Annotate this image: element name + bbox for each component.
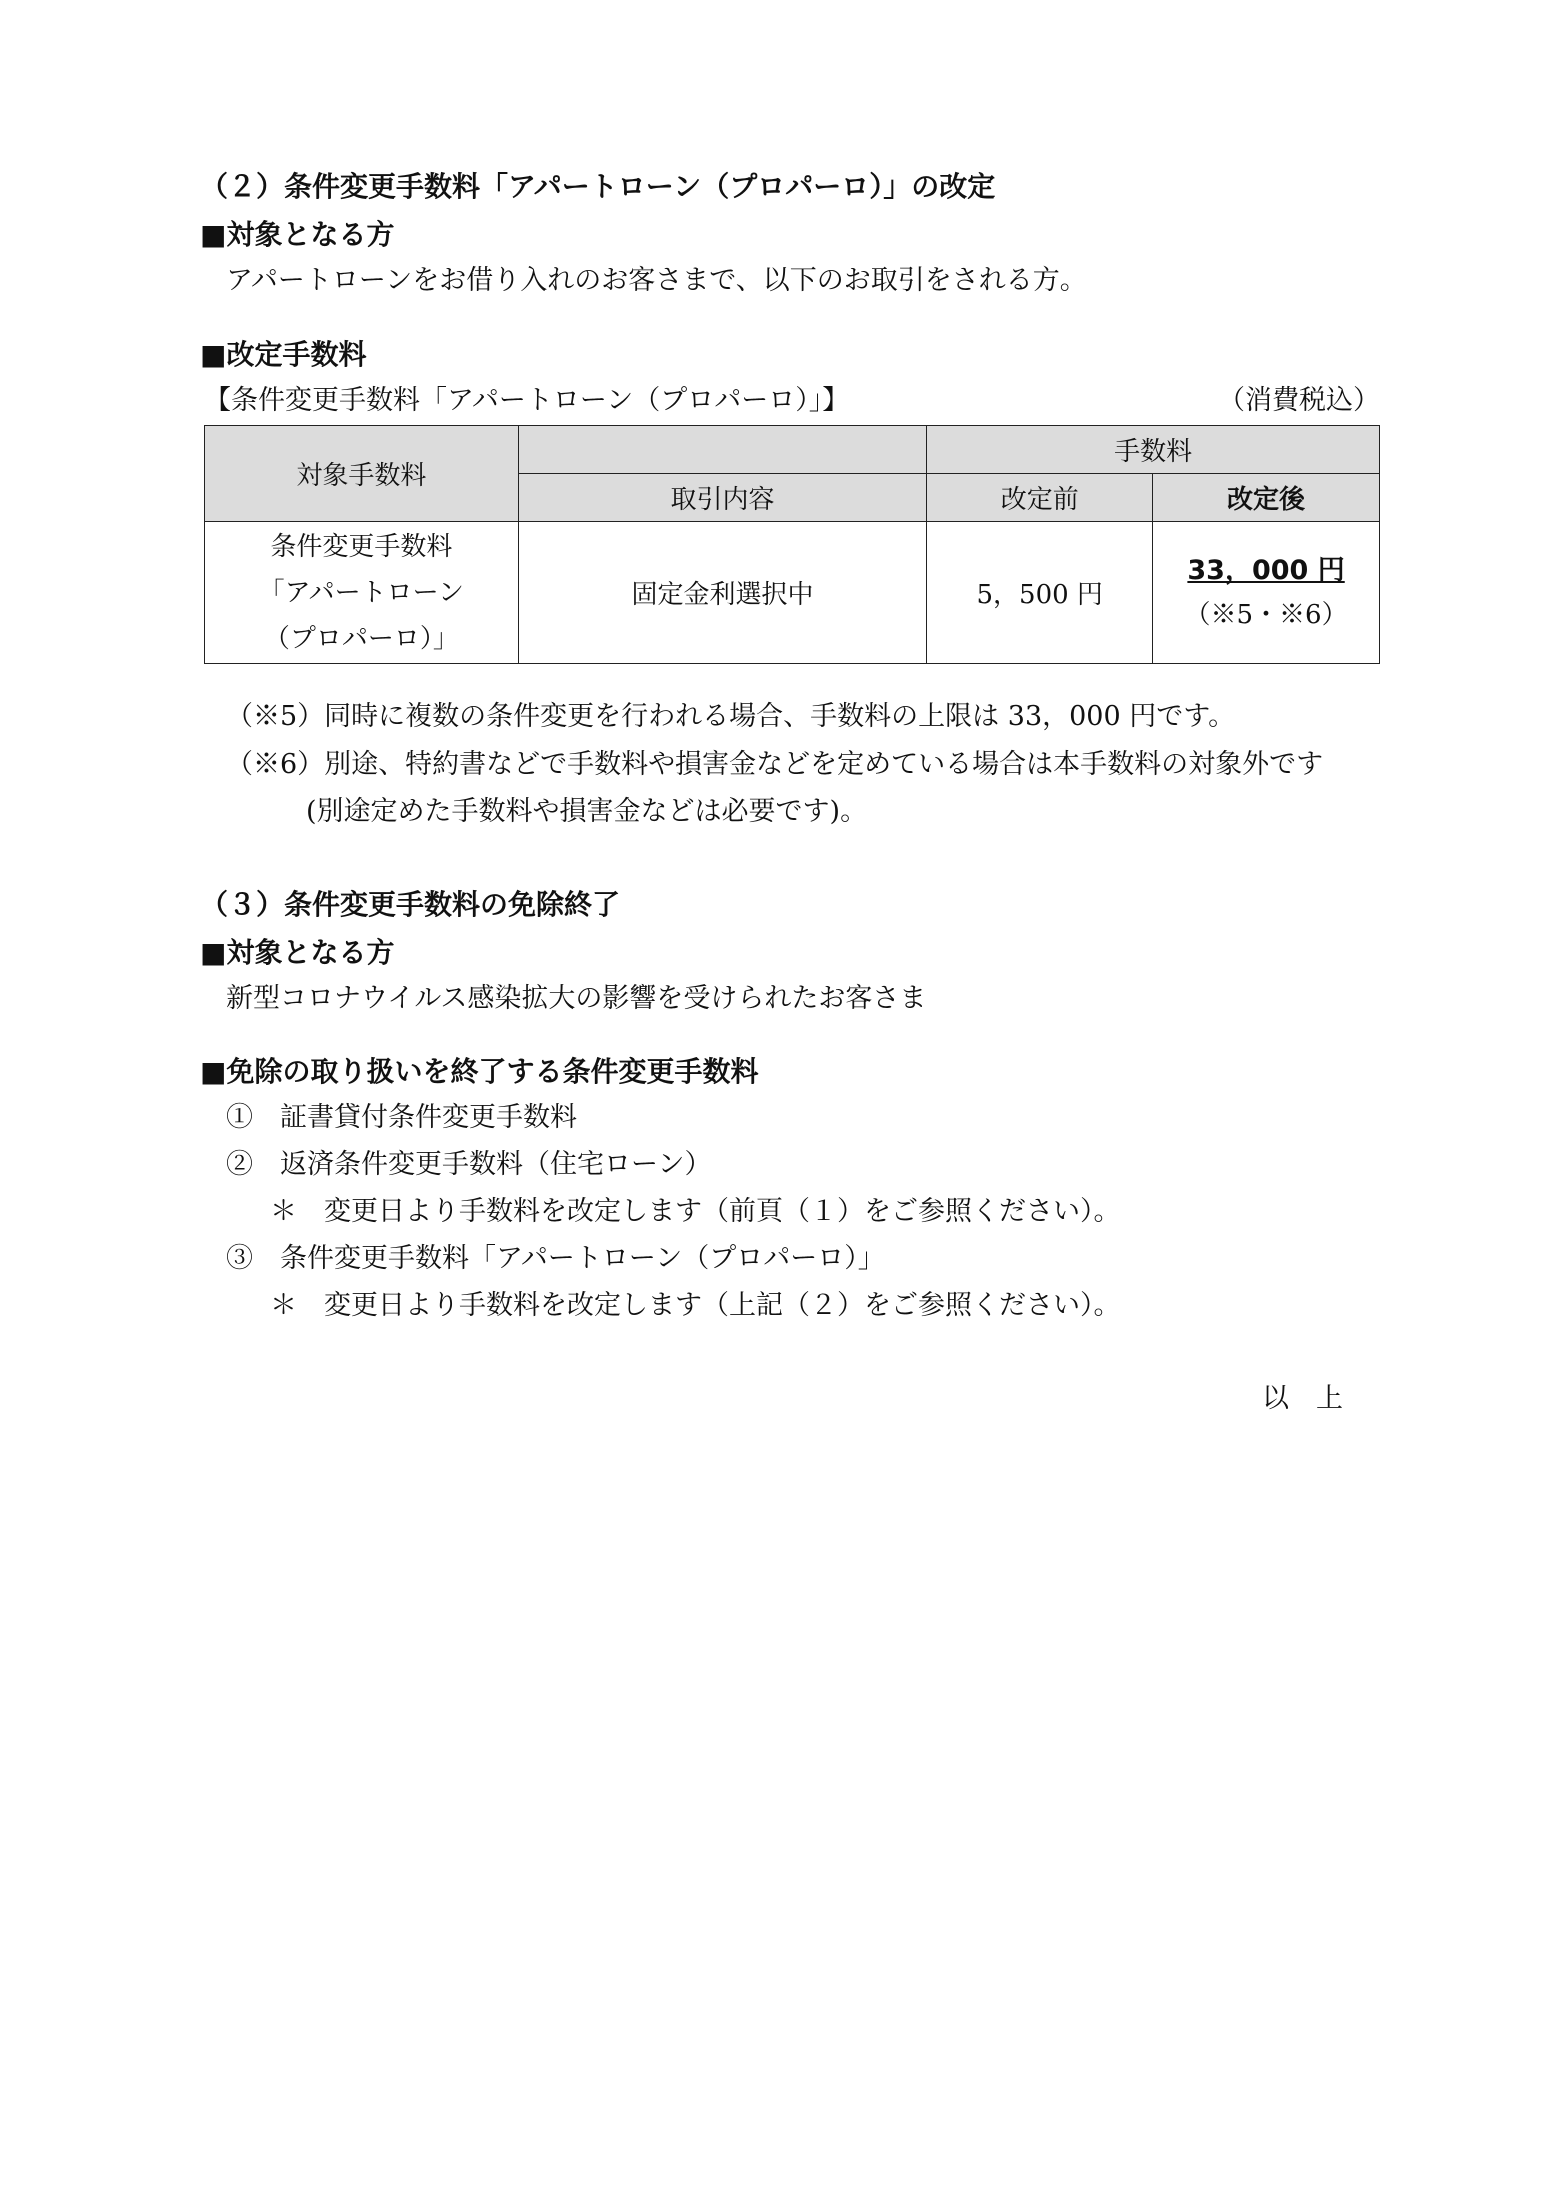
header-target-fee: 対象手数料 (205, 426, 519, 522)
tax-note: （消費税込） (1218, 385, 1380, 416)
cell-target-line: （プロパーロ）」 (263, 623, 459, 654)
header-after: 改定後 (1153, 474, 1380, 522)
section3-target-heading: ■対象となる方 (200, 936, 395, 969)
fee-table (204, 425, 1380, 664)
section3-list-heading: ■免除の取り扱いを終了する条件変更手数料 (200, 1055, 759, 1088)
closing-mark: 以 上 (1262, 1383, 1343, 1414)
note-6: （※6）別途、特約書などで手数料や損害金などを定めている場合は本手数料の対象外です (226, 749, 1324, 780)
cell-target-fee (205, 522, 519, 664)
list-item: ③ 条件変更手数料「アパートローン（プロパーロ）」 (226, 1243, 885, 1274)
note-5: （※5）同時に複数の条件変更を行われる場合、手数料の上限は 33，000 円です。 (226, 701, 1236, 732)
cell-transaction: 固定金利選択中 (518, 522, 927, 664)
section2-target-heading: ■対象となる方 (200, 218, 395, 251)
section3-title: （３）条件変更手数料の免除終了 (200, 888, 621, 921)
list-item-note: ＊ 変更日より手数料を改定します（前頁（１）をご参照ください）。 (270, 1196, 1121, 1227)
list-item: ② 返済条件変更手数料（住宅ローン） (226, 1149, 712, 1180)
cell-before: 5，500 円 (927, 522, 1153, 664)
cell-target-line: 「アパートローン (258, 577, 465, 608)
list-item-note: ＊ 変更日より手数料を改定します（上記（２）をご参照ください）。 (270, 1290, 1121, 1321)
section2-title: （２）条件変更手数料「アパートローン（プロパーロ）」の改定 (200, 170, 996, 203)
note-6-continued: (別途定めた手数料や損害金などは必要です)。 (306, 796, 868, 827)
header-blank (518, 426, 927, 474)
list-item: ① 証書貸付条件変更手数料 (226, 1102, 577, 1133)
section3-target-text: 新型コロナウイルス感染拡大の影響を受けられたお客さま (226, 983, 927, 1014)
cell-after (1153, 522, 1380, 664)
new-fee-note: （※5・※6） (1184, 599, 1348, 630)
section2-target-text: アパートローンをお借り入れのお客さまで、以下のお取引をされる方。 (226, 265, 1087, 296)
section2-fee-heading: ■改定手数料 (200, 338, 367, 371)
header-fee-group: 手数料 (927, 426, 1380, 474)
header-transaction: 取引内容 (518, 474, 927, 522)
new-fee-value: 33，000 円 (1187, 554, 1345, 586)
cell-target-line: 条件変更手数料 (270, 531, 453, 562)
table-caption: 【条件変更手数料「アパートローン（プロパーロ）」】 (204, 385, 850, 416)
header-before: 改定前 (927, 474, 1153, 522)
